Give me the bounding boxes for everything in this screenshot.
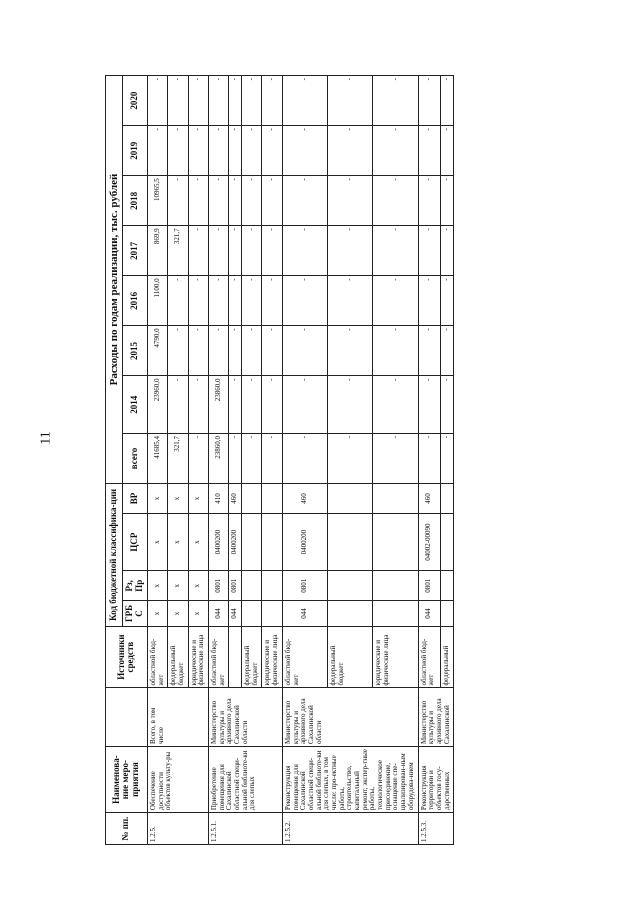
header-codes: Код бюджетной классифика-ции	[106, 484, 123, 627]
row-grbs: х	[147, 601, 167, 627]
row-year-value: -	[440, 226, 454, 276]
row-year-value: -	[282, 76, 327, 126]
row-year-value: -	[328, 176, 373, 226]
row-rzpr: 0801	[229, 571, 242, 601]
row-source: областной бюд-жет	[282, 626, 327, 688]
row-year-value: -	[229, 76, 242, 126]
header-year: 2019	[123, 126, 148, 176]
row-year-value: -	[262, 376, 282, 434]
row-year-value: -	[373, 276, 418, 326]
page-number: 11	[38, 431, 54, 445]
row-grbs	[373, 601, 418, 627]
row-year-value: -	[328, 376, 373, 434]
row-total: -	[188, 433, 208, 483]
row-year-value: -	[242, 326, 262, 376]
header-year: 2014	[123, 376, 148, 434]
row-year-value: -	[242, 276, 262, 326]
row-total: -	[262, 433, 282, 483]
row-rzpr	[440, 571, 454, 601]
row-total: 41685,4	[147, 433, 167, 483]
row-vr: 460	[418, 484, 440, 514]
row-grbs: 044	[282, 601, 327, 627]
row-rzpr: х	[168, 571, 188, 601]
row-vr	[262, 484, 282, 514]
row-year-value: -	[188, 226, 208, 276]
row-year-value: -	[229, 176, 242, 226]
row-year-value: -	[262, 276, 282, 326]
row-vr: 410	[209, 484, 229, 514]
row-year-value: -	[168, 126, 188, 176]
row-year-value: -	[418, 126, 440, 176]
row-year-value: -	[188, 376, 208, 434]
row-year-value: -	[209, 276, 229, 326]
row-year-value: -	[418, 376, 440, 434]
row-rzpr: х	[188, 571, 208, 601]
row-vr: х	[168, 484, 188, 514]
header-executor	[106, 688, 148, 747]
header-source: Источники средств	[106, 626, 148, 688]
row-name: Приобретение помещения для Сахалинской областной специ-альной библиоте-ки для слепых	[209, 747, 283, 813]
row-year-value: -	[262, 226, 282, 276]
row-grbs: 044	[209, 601, 229, 627]
header-expenses: Расходы по годам реализации, тыс. рублей	[106, 76, 123, 484]
row-year-value: 4790,0	[147, 326, 167, 376]
row-vr: 460	[229, 484, 242, 514]
row-year-value: -	[373, 176, 418, 226]
row-rzpr	[328, 571, 373, 601]
row-csr: 0400200	[209, 513, 229, 571]
row-source: федеральный бюджет	[168, 626, 188, 688]
row-year-value: -	[440, 276, 454, 326]
row-year-value: -	[418, 326, 440, 376]
row-year-value: -	[440, 326, 454, 376]
row-year-value: -	[147, 126, 167, 176]
row-num: 1.2.5.1.	[209, 813, 283, 845]
table-row	[282, 76, 327, 845]
header-year: 2020	[123, 76, 148, 126]
row-csr: 0400200	[229, 513, 242, 571]
row-year-value: -	[188, 76, 208, 126]
row-year-value: -	[242, 376, 262, 434]
row-csr	[328, 513, 373, 571]
row-source: юридические и физические лица	[188, 626, 208, 688]
row-year-value: -	[440, 376, 454, 434]
row-year-value: -	[188, 326, 208, 376]
row-year-value: -	[440, 176, 454, 226]
row-year-value: -	[418, 176, 440, 226]
row-vr	[440, 484, 454, 514]
row-year-value: -	[209, 176, 229, 226]
row-year-value: -	[373, 326, 418, 376]
row-year-value: -	[418, 276, 440, 326]
row-rzpr: х	[147, 571, 167, 601]
row-executor: Министерство культуры и архивного дела Сахалинской области	[282, 688, 418, 747]
row-year-value: -	[282, 276, 327, 326]
row-grbs: х	[188, 601, 208, 627]
row-total: 23860,0	[209, 433, 229, 483]
header-name: Наименова-ние меро-приятия	[106, 747, 148, 813]
row-num: 1.2.5.2.	[282, 813, 418, 845]
row-executor: Министерство культуры и архивного дела Сахалинской области	[209, 688, 283, 747]
row-rzpr	[262, 571, 282, 601]
row-name: Реконструкция помещения для Сахалинской областной специ-альной библиоте-ки для слепых, в том числе: про-ектные работы, строительство, капитальный ремонт, экспер-тные работы, технологическое присоединение, оснащение спе-циализирован-ным оборудова-нием	[282, 747, 418, 813]
row-year-value: -	[209, 326, 229, 376]
expenses-table	[105, 75, 454, 845]
row-csr: х	[188, 513, 208, 571]
row-year-value: -	[209, 126, 229, 176]
row-total: -	[373, 433, 418, 483]
row-vr	[242, 484, 262, 514]
row-year-value: -	[282, 376, 327, 434]
row-num: 1.2.5.	[147, 813, 208, 845]
row-executor: Министерство культуры и архивного дела Сахалинской	[418, 688, 454, 747]
header-total: всего	[123, 433, 148, 483]
row-year-value: -	[242, 176, 262, 226]
row-csr: 04002-00090	[418, 513, 440, 571]
row-grbs	[328, 601, 373, 627]
row-year-value: -	[209, 226, 229, 276]
row-year-value: -	[168, 276, 188, 326]
table-body	[147, 76, 453, 845]
row-year-value: -	[147, 76, 167, 126]
row-year-value: -	[242, 126, 262, 176]
row-rzpr: 0801	[418, 571, 440, 601]
row-vr: х	[188, 484, 208, 514]
row-csr	[373, 513, 418, 571]
row-year-value: -	[282, 226, 327, 276]
table-row	[147, 76, 167, 845]
row-year-value: -	[418, 76, 440, 126]
row-year-value: -	[328, 326, 373, 376]
row-year-value: -	[328, 126, 373, 176]
row-year-value: -	[188, 176, 208, 226]
row-name: Реконструкция территории и объектов госу-дарственных	[418, 747, 454, 813]
row-year-value: -	[282, 176, 327, 226]
row-csr: 0400200	[282, 513, 327, 571]
table-header	[106, 76, 148, 845]
row-year-value: -	[168, 76, 188, 126]
row-name: Обеспечение доступности объектов культу-ры	[147, 747, 208, 813]
row-year-value: 1100,0	[147, 276, 167, 326]
row-year-value: -	[188, 276, 208, 326]
row-year-value: -	[373, 226, 418, 276]
row-year-value: -	[440, 126, 454, 176]
row-rzpr	[242, 571, 262, 601]
row-year-value: -	[328, 276, 373, 326]
row-source: федеральный бюджет	[242, 626, 262, 688]
row-total: -	[418, 433, 440, 483]
row-grbs	[440, 601, 454, 627]
row-year-value: 321,7	[168, 226, 188, 276]
row-vr: х	[147, 484, 167, 514]
row-rzpr: 0801	[209, 571, 229, 601]
row-year-value: -	[440, 76, 454, 126]
row-vr: 460	[282, 484, 327, 514]
row-csr: х	[147, 513, 167, 571]
row-total: -	[229, 433, 242, 483]
row-source: юридические и физические лица	[262, 626, 282, 688]
row-year-value: -	[262, 76, 282, 126]
row-total: -	[440, 433, 454, 483]
row-grbs	[242, 601, 262, 627]
header-rzpr: Рз, Пр	[123, 571, 148, 601]
row-year-value: -	[282, 126, 327, 176]
row-year-value: -	[229, 126, 242, 176]
header-year: 2015	[123, 326, 148, 376]
row-year-value: -	[188, 126, 208, 176]
row-executor: Всего, в том числе	[147, 688, 208, 747]
row-year-value: -	[168, 376, 188, 434]
row-year-value: -	[168, 326, 188, 376]
row-year-value: -	[373, 76, 418, 126]
row-csr	[262, 513, 282, 571]
row-source: областной бюд-жет	[147, 626, 167, 688]
row-csr: х	[168, 513, 188, 571]
row-year-value: -	[229, 226, 242, 276]
header-year: 2018	[123, 176, 148, 226]
row-grbs	[262, 601, 282, 627]
row-total: 321,7	[168, 433, 188, 483]
header-year: 2017	[123, 226, 148, 276]
header-num: № пп.	[106, 813, 148, 845]
row-year-value: -	[229, 276, 242, 326]
row-year-value: -	[373, 126, 418, 176]
row-year-value: -	[168, 176, 188, 226]
row-total: -	[242, 433, 262, 483]
row-year-value: 23860,0	[209, 376, 229, 434]
row-year-value: 869,9	[147, 226, 167, 276]
row-source: областной бюд-жет	[209, 626, 229, 688]
row-source: федеральный бюджет	[328, 626, 373, 688]
row-source	[229, 626, 242, 688]
row-year-value: 23960,0	[147, 376, 167, 434]
header-csr: ЦСР	[123, 513, 148, 571]
header-grbs: ГРБС	[123, 601, 148, 627]
row-vr	[328, 484, 373, 514]
row-year-value: -	[242, 76, 262, 126]
row-year-value: -	[209, 76, 229, 126]
row-source: областной бюд-жет	[418, 626, 440, 688]
table-row	[418, 76, 440, 845]
row-year-value: 10965,5	[147, 176, 167, 226]
row-year-value: -	[262, 176, 282, 226]
row-grbs: х	[168, 601, 188, 627]
row-num: 1.2.5.3.	[418, 813, 454, 845]
row-year-value: -	[328, 76, 373, 126]
row-year-value: -	[262, 326, 282, 376]
row-year-value: -	[418, 226, 440, 276]
row-year-value: -	[282, 326, 327, 376]
row-rzpr	[373, 571, 418, 601]
row-rzpr: 0801	[282, 571, 327, 601]
row-year-value: -	[262, 126, 282, 176]
header-year: 2016	[123, 276, 148, 326]
row-csr	[242, 513, 262, 571]
row-source: юридические и физические лица	[373, 626, 418, 688]
rotated-table-container	[105, 75, 535, 845]
row-total: -	[328, 433, 373, 483]
row-year-value: -	[242, 226, 262, 276]
row-vr	[373, 484, 418, 514]
row-year-value: -	[229, 376, 242, 434]
row-csr	[440, 513, 454, 571]
row-grbs: 044	[418, 601, 440, 627]
row-year-value: -	[328, 226, 373, 276]
table-row	[209, 76, 229, 845]
row-year-value: -	[373, 376, 418, 434]
row-grbs: 044	[229, 601, 242, 627]
header-vr: ВР	[123, 484, 148, 514]
row-source: федеральный	[440, 626, 454, 688]
row-total: -	[282, 433, 327, 483]
row-year-value: -	[229, 326, 242, 376]
